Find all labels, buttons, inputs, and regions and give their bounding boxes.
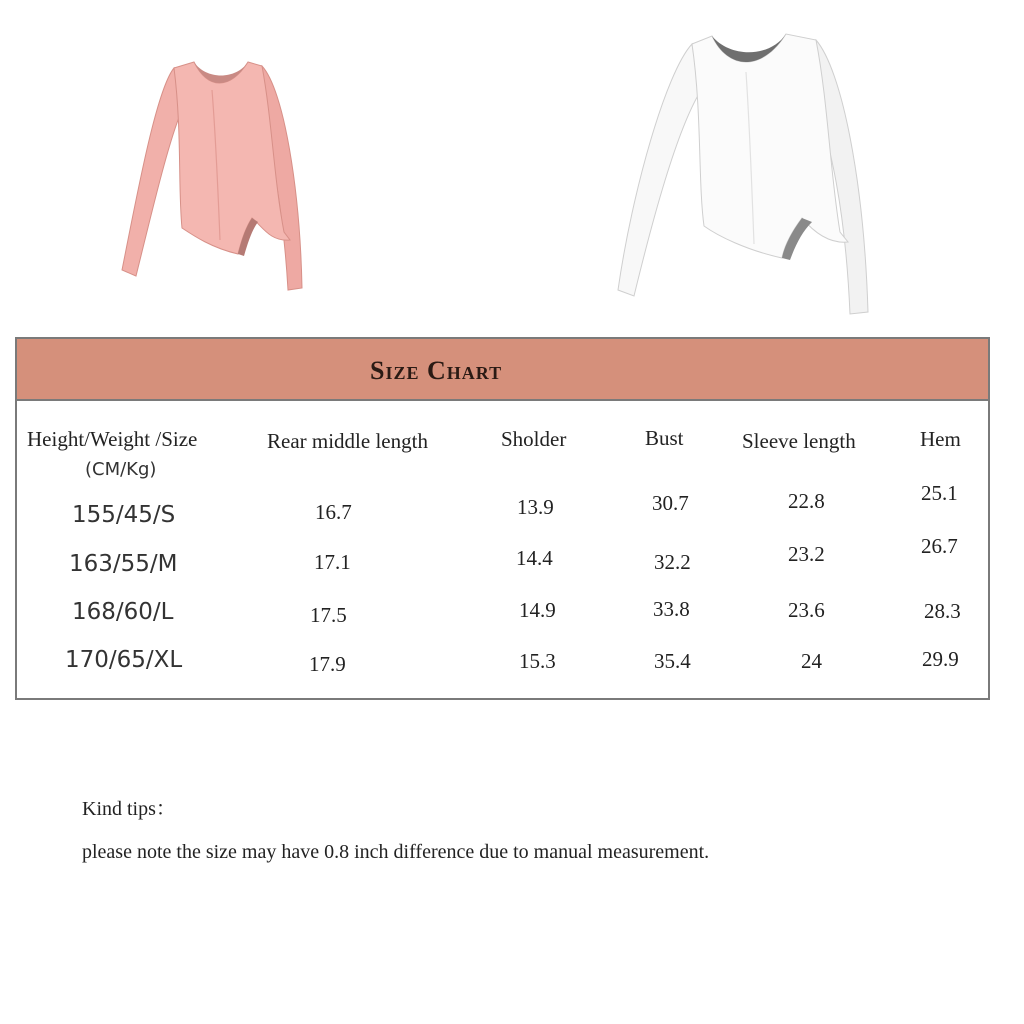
white-top-image [606, 22, 881, 322]
row-2-size: 163/55/M [69, 551, 178, 577]
row-4-rear: 17.9 [309, 652, 346, 676]
row-2-rear: 17.1 [314, 550, 351, 574]
row-1-hem: 25.1 [921, 481, 958, 505]
row-2-sleeve: 23.2 [788, 542, 825, 566]
pink-top-image [112, 50, 312, 300]
row-3-shoulder: 14.9 [519, 598, 556, 622]
row-3-size: 168/60/L [72, 599, 174, 625]
row-4-shoulder: 15.3 [519, 649, 556, 673]
row-4-size: 170/65/XL [65, 647, 183, 673]
row-3-rear: 17.5 [310, 603, 347, 627]
size-chart-title: Size Chart [370, 356, 503, 385]
row-1-bust: 30.7 [652, 491, 689, 515]
row-1-shoulder: 13.9 [517, 495, 554, 519]
size-chart-table [15, 337, 990, 700]
header-rear-middle-length: Rear middle length [267, 429, 428, 453]
header-shoulder: Sholder [501, 427, 567, 451]
row-2-bust: 32.2 [654, 550, 691, 574]
row-4-hem: 29.9 [922, 647, 959, 671]
row-4-bust: 35.4 [654, 649, 691, 673]
header-sleeve-length: Sleeve length [742, 429, 856, 453]
kind-tips-title: Kind tips： [82, 798, 176, 820]
row-1-rear: 16.7 [315, 500, 352, 524]
row-4-sleeve: 24 [801, 649, 822, 673]
size-chart-header [17, 339, 988, 401]
row-2-shoulder: 14.4 [516, 546, 553, 570]
header-size: Height/Weight /Size [27, 427, 198, 451]
kind-tips-text: please note the size may have 0.8 inch difference due to manual measurement. [82, 841, 710, 863]
row-1-size: 155/45/S [72, 502, 176, 528]
header-size-unit: (CM/Kg) [85, 459, 157, 480]
row-3-hem: 28.3 [924, 599, 961, 623]
row-3-sleeve: 23.6 [788, 598, 825, 622]
row-3-bust: 33.8 [653, 597, 690, 621]
header-bust: Bust [645, 426, 684, 450]
header-hem: Hem [920, 427, 961, 451]
row-2-hem: 26.7 [921, 534, 958, 558]
row-1-sleeve: 22.8 [788, 489, 825, 513]
